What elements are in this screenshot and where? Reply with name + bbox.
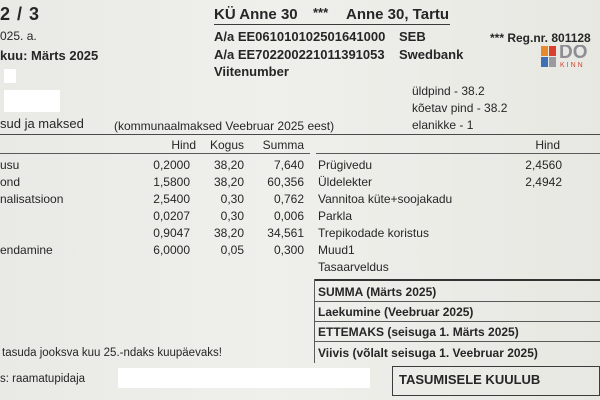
billing-period: kuu: Märts 2025 <box>0 48 99 63</box>
row-sum: 0,006 <box>273 209 304 223</box>
left-header-qty: Kogus <box>209 138 244 152</box>
summary-summa: SUMMA (Märts 2025) <box>318 285 437 299</box>
section-top-rule <box>0 134 600 135</box>
charges-subtitle: (kommunaalmaksed Veebruar 2025 eest) <box>114 119 335 133</box>
logo-subtext: KINN <box>560 62 585 69</box>
reference-number-label: Viitenumber <box>214 64 289 79</box>
right-header-price: Hind <box>535 138 560 152</box>
charges-title: sud ja maksed <box>0 116 84 131</box>
swed-bank: Swedbank <box>399 47 464 62</box>
row-qty: 38,20 <box>213 226 244 240</box>
row-name: endamine <box>0 243 53 257</box>
list-item: Üldelekter <box>318 175 373 189</box>
company-logo <box>541 45 600 71</box>
left-header-price: Hind <box>171 138 196 152</box>
row-sum: 0,300 <box>273 243 304 257</box>
row-sum: 60,356 <box>267 175 304 189</box>
swed-account: A/a EE702200221011391053 <box>214 47 385 62</box>
row-qty: 0,30 <box>220 209 244 223</box>
redacted-accountant-name <box>118 368 370 388</box>
header-stars: *** <box>313 5 329 20</box>
seb-account: A/a EE061010102501641000 <box>214 29 386 44</box>
row-sum: 34,561 <box>267 226 304 240</box>
list-item-price: 2,4560 <box>525 158 562 172</box>
right-header-rule <box>316 153 600 154</box>
redacted-block-small <box>4 69 16 83</box>
row-name: usu <box>0 158 20 172</box>
summary-ettemaks: ETTEMAKS (seisuga 1. Märts 2025) <box>318 325 519 339</box>
row-qty: 38,20 <box>213 158 244 172</box>
list-item: Parkla <box>318 209 353 223</box>
date-fragment: 025. a. <box>0 29 37 43</box>
summary-rule-1 <box>314 301 600 302</box>
list-item: Muud1 <box>318 243 355 257</box>
accountant-label: s: raamatupidaja <box>0 373 86 385</box>
row-sum: 7,640 <box>273 158 304 172</box>
list-item: Trepikodade koristus <box>318 226 429 240</box>
row-qty: 0,05 <box>220 243 244 257</box>
summary-rule-3 <box>314 341 600 342</box>
page-number: 2 / 3 <box>0 4 41 24</box>
list-item: Tasaarveldus <box>318 260 389 274</box>
row-name: ond <box>0 175 21 189</box>
registry-number: *** Reg.nr. 801128 <box>490 31 591 45</box>
row-price: 2,5400 <box>153 192 190 206</box>
logo-mark-icon <box>541 46 557 68</box>
row-price: 0,0207 <box>153 209 190 223</box>
total-area: üldpind - 38.2 <box>412 84 485 98</box>
row-sum: 0,762 <box>273 192 304 206</box>
summary-rule-0 <box>314 279 600 281</box>
row-price: 0,9047 <box>153 226 190 240</box>
row-price: 6,0000 <box>153 243 190 257</box>
summary-viivis: Viivis (võlalt seisuga 1. Veebruar 2025) <box>318 346 538 360</box>
list-item: Prügivedu <box>318 158 373 172</box>
summary-laekumine: Laekumine (Veebruar 2025) <box>318 305 474 319</box>
row-name: nalisatsioon <box>0 192 64 206</box>
left-header-sum: Summa <box>262 138 304 152</box>
list-item: Vannitoa küte+soojakadu <box>318 192 453 206</box>
payment-note: tasuda jooksva kuu 25.-ndaks kuupäevaks! <box>2 347 222 359</box>
residents-count: elanikke - 1 <box>412 118 474 132</box>
heated-area: kõetav pind - 38.2 <box>412 101 508 115</box>
row-qty: 38,20 <box>213 175 244 189</box>
redacted-block <box>4 90 60 112</box>
association-address: Anne 30, Tartu <box>346 6 450 23</box>
summary-rule-2 <box>314 321 600 322</box>
row-price: 0,2000 <box>153 158 190 172</box>
association-name: KÜ Anne 30 <box>214 6 298 23</box>
row-qty: 0,30 <box>220 192 244 206</box>
left-header-rule <box>0 153 310 154</box>
total-due-label: TASUMISELE KUULUB <box>399 372 541 387</box>
list-item-price: 2,4942 <box>525 175 562 189</box>
header-underline <box>214 24 450 25</box>
seb-bank: SEB <box>399 29 426 44</box>
row-price: 1,5800 <box>153 175 190 189</box>
logo-text: DO <box>559 45 588 63</box>
